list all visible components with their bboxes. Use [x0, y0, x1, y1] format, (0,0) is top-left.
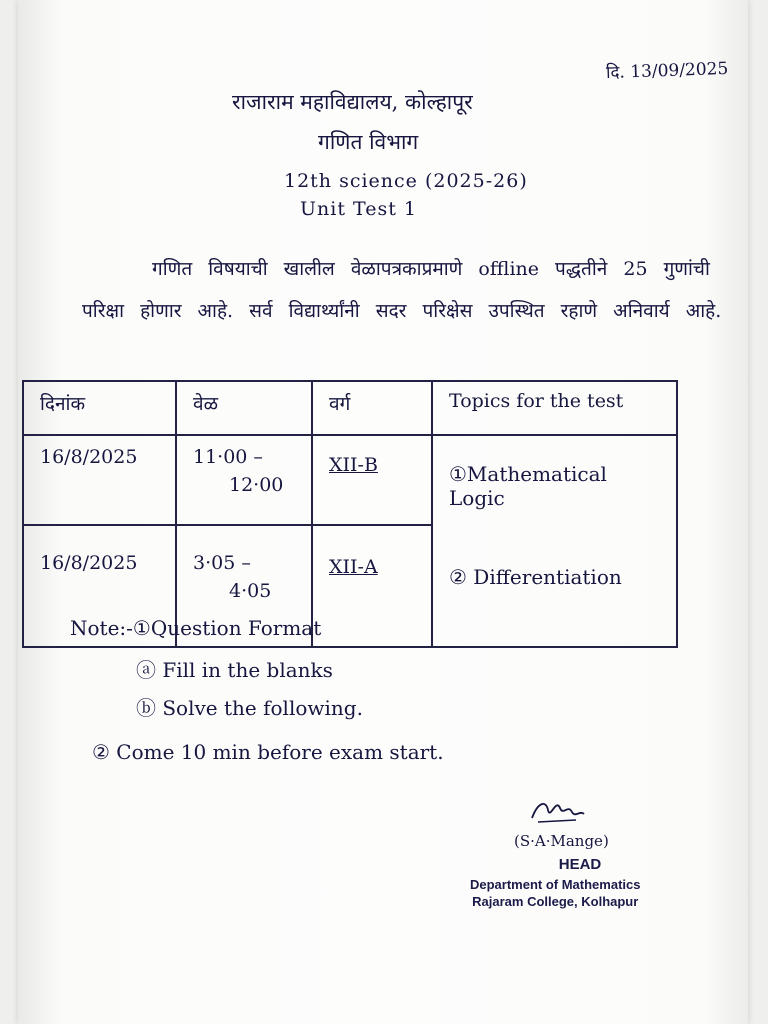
intro-paragraph: गणित विषयाची खालील वेळापत्रकाप्रमाणे offline पद्धतीने 25 गुणांची परिक्षा होणार आहे. सर्व विद्यार्थ्यांनी सदर परिक्षेस उपस्थित रहाणे अनिवार्य आहे.: [82, 258, 722, 322]
header-date: दिनांक: [23, 381, 176, 435]
head-college: Rajaram College, Kolhapur: [472, 894, 639, 909]
row-class: XII-B: [312, 435, 432, 525]
row-class: XII-A: [312, 525, 432, 647]
row-topic: [432, 525, 677, 647]
schedule-table: [22, 380, 678, 648]
college-name: राजाराम महाविद्यालय, कोल्हापूर: [232, 90, 473, 114]
note-item-a: ⓐ Fill in the blanks: [136, 658, 333, 682]
header-topics: Topics for the test: [432, 381, 677, 435]
time-start: 3·05 –: [193, 552, 251, 574]
topic-text: ② Differentiation: [449, 565, 622, 589]
row-date: 16/8/2025: [23, 525, 176, 647]
table-row: [23, 435, 677, 525]
time-end: 12·00: [229, 474, 284, 496]
note-item-b: ⓑ Solve the following.: [136, 696, 363, 720]
header-class: वर्ग: [312, 381, 432, 435]
signature-block: [470, 856, 640, 909]
signature-scribble-icon: [528, 796, 588, 830]
topic-text: ①Mathematical Logic: [449, 462, 607, 510]
head-department: Department of Mathematics: [470, 877, 641, 892]
signatory-name: (S·A·Mange): [514, 832, 609, 850]
row-date: 16/8/2025: [23, 435, 176, 525]
note-second: ② Come 10 min before exam start.: [92, 740, 444, 764]
head-title: HEAD: [558, 856, 602, 873]
table-header-row: [23, 381, 677, 435]
time-end: 4·05: [229, 580, 272, 602]
row-topic: [432, 435, 677, 525]
document-date: दि. 13/09/2025: [605, 58, 729, 84]
test-name: Unit Test 1: [300, 198, 417, 220]
header-time: वेळ: [176, 381, 312, 435]
department-name: गणित विभाग: [318, 130, 419, 154]
notes-heading: Note:-①Question Format: [70, 616, 322, 640]
row-time: [176, 435, 312, 525]
class-year: 12th science (2025-26): [284, 170, 528, 192]
time-start: 11·00 –: [193, 446, 263, 468]
